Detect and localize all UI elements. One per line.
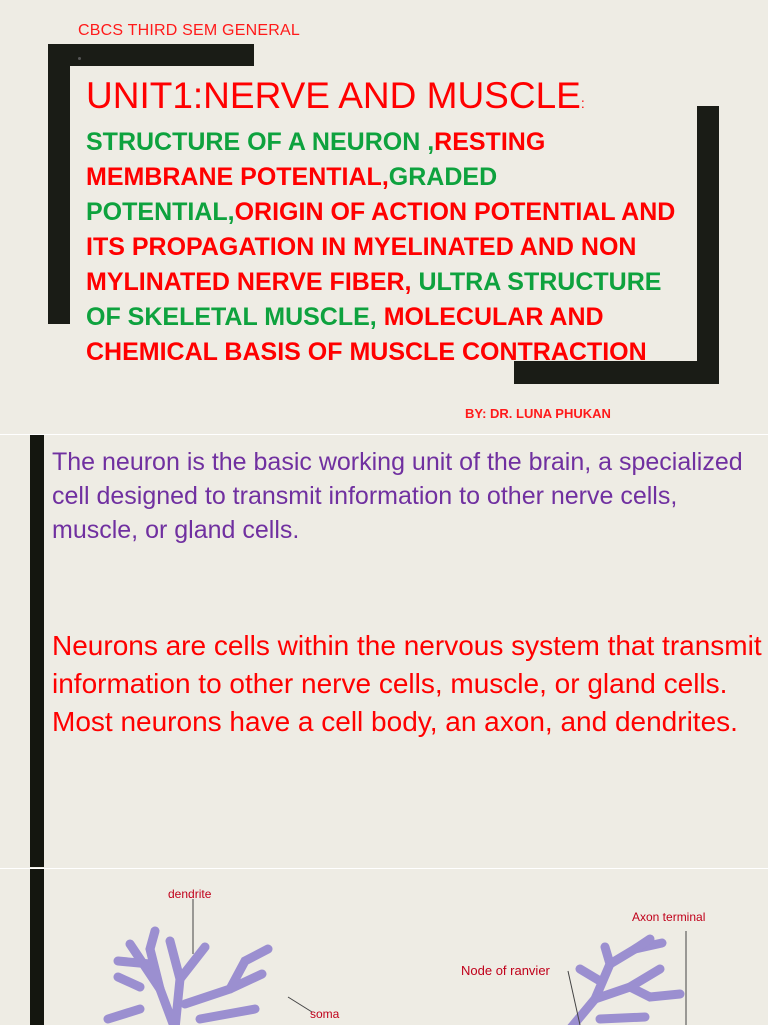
- title-block: [86, 74, 696, 370]
- bullet-dot: [78, 57, 81, 60]
- left-bracket-side: [48, 44, 70, 324]
- neuron-diagram: [0, 869, 768, 1025]
- neuron-diagram-slide: [0, 868, 768, 1025]
- definition-paragraph-1: The neuron is the basic working unit of the brain, a specialized cell designed to transmit information to other nerve cells, muscle, or gland cells.: [52, 448, 743, 544]
- author-credit: BY: DR. LUNA PHUKAN: [465, 406, 611, 421]
- course-label: CBCS THIRD SEM GENERAL: [78, 22, 300, 39]
- left-bracket-top: [48, 44, 254, 66]
- topic-muscle-contraction: MOLECULAR AND CHEMICAL BASIS OF MUSCLE CONTRACTION: [86, 303, 647, 366]
- topic-neuron-structure: STRUCTURE OF A NEURON ,: [86, 128, 435, 156]
- page-title: UNIT1:NERVE AND MUSCLE:: [86, 75, 585, 116]
- topic-graded-potential: GRADED POTENTIAL,: [86, 163, 498, 226]
- label-soma: soma: [310, 1007, 340, 1021]
- topic-action-potential: ORIGIN OF ACTION POTENTIAL AND ITS PROPAGATION IN MYELINATED AND NON MYLINATED NERVE FIBER,: [86, 198, 676, 296]
- node-pointer: [568, 971, 580, 1025]
- soma-pointer: [288, 997, 312, 1012]
- neuron-definition-slide: [0, 434, 768, 867]
- label-axon-terminal: Axon terminal: [632, 910, 706, 924]
- title-slide: [0, 0, 768, 432]
- accent-bar: [30, 435, 44, 867]
- axon-terminal-icon: [570, 939, 680, 1025]
- definition-paragraph-2: Neurons are cells within the nervous system that transmit information to other nerve cells, muscle, or gland cells. Most neurons have a cell body, an axon, and dendrites.: [52, 630, 762, 737]
- topic-resting-potential: RESTING MEMBRANE POTENTIAL,: [86, 128, 546, 191]
- label-dendrite: dendrite: [168, 887, 212, 901]
- dendrite-tree-icon: [108, 931, 268, 1025]
- topic-skeletal-muscle: ULTRA STRUCTURE OF SKELETAL MUSCLE,: [86, 268, 662, 331]
- right-bracket-side: [697, 106, 719, 384]
- label-node-of-ranvier: Node of ranvier: [461, 963, 550, 978]
